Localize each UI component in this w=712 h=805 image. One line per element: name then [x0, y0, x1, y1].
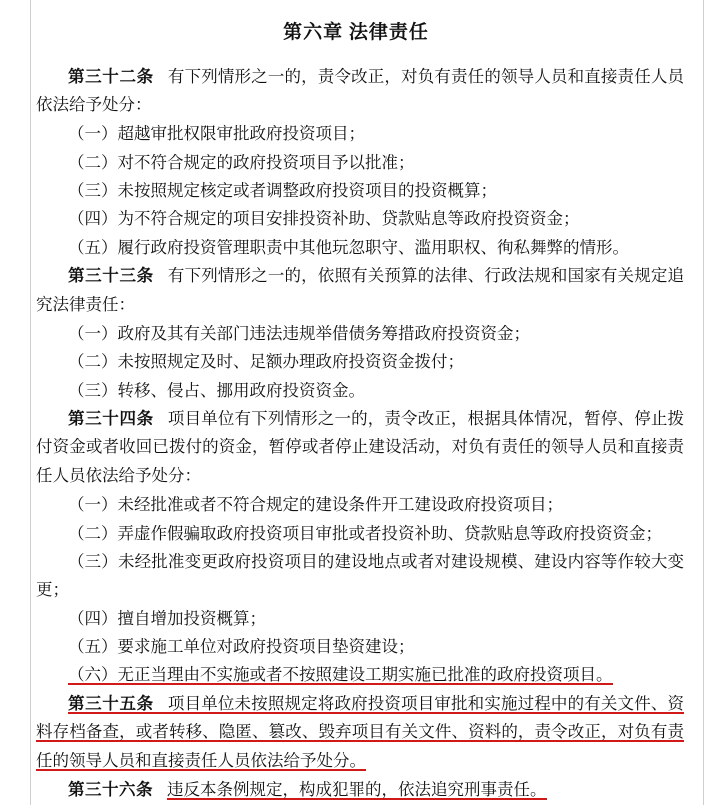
article-paragraph	[22, 63, 690, 120]
article-number: 第三十六条	[68, 779, 153, 799]
list-item: （四）为不符合规定的项目安排投资补助、贷款贴息等政府投资资金；	[68, 209, 580, 229]
article-paragraph-highlighted	[22, 690, 690, 775]
list-item: （一）未经批准或者不符合规定的建设条件开工建设政府投资项目；	[68, 495, 563, 515]
article-text: 有下列情形之一的，依照有关预算的法律、行政法规和国家有关规定追究法律责任：	[36, 266, 685, 314]
list-item: （三）转移、侵占、挪用政府投资资金。	[68, 380, 365, 400]
page-right-rule	[703, 0, 704, 805]
list-item: （四）擅自增加投资概算；	[68, 608, 266, 628]
list-item: （二）弄虚作假骗取政府投资项目审批或者投资补助、贷款贴息等政府投资资金；	[68, 523, 662, 543]
red-underline-text	[36, 694, 684, 772]
red-underline-text: 违反本条例规定，构成犯罪的，依法追究刑事责任。	[167, 779, 547, 799]
list-item: （一）超越审批权限审批政府投资项目；	[68, 124, 365, 144]
list-item: （五）履行政府投资管理职责中其他玩忽职守、滥用职权、徇私舞弊的情形。	[68, 237, 629, 257]
list-item-highlighted	[22, 661, 690, 689]
chapter-title: 第六章 法律责任	[283, 22, 429, 43]
list-item: （五）要求施工单位对政府投资项目垫资建设；	[68, 637, 415, 657]
article-text: 项目单位有下列情形之一的，责令改正，根据具体情况，暂停、停止拨付资金或者收回已拨付的资金，暂停或者停止建设活动，对负有责任的领导人员和直接责任人员依法给予处分：	[36, 409, 685, 485]
list-item: （二）未按照规定及时、足额办理政府投资资金拨付；	[68, 352, 464, 372]
article-number: 第三十二条	[68, 66, 154, 86]
article-text: 项目单位未按照规定将政府投资项目审批和实施过程中的有关文件、资料存档备查，或者转移、隐匿、篡改、毁弃项目有关文件、资料的，责令改正，对负有责任的领导人员和直接责任人员依法给予处分。	[36, 693, 685, 770]
list-item: （一）政府及其有关部门违法违规举借债务筹措政府投资资金；	[68, 323, 530, 343]
list-item: （三）未按照规定核定或者调整政府投资项目的投资概算；	[68, 181, 497, 201]
article-number: 第三十三条	[68, 266, 154, 286]
list-item: （三）未经批准变更政府投资项目的建设地点或者对建设规模、建设内容等作较大变更；	[36, 551, 684, 600]
list-item: （二）对不符合规定的政府投资项目予以批准；	[68, 152, 415, 172]
page-left-rule	[30, 0, 31, 805]
article-paragraph-highlighted	[22, 776, 690, 804]
article-paragraph	[22, 405, 690, 490]
article-number: 第三十四条	[68, 409, 154, 429]
article-number: 第三十五条	[68, 693, 154, 713]
article-text: 有下列情形之一的，责令改正，对负有责任的领导人员和直接责任人员依法给予处分：	[36, 66, 685, 114]
red-underline-text: （六）无正当理由不实施或者不按照建设工期实施已批准的政府投资项目。	[68, 665, 613, 685]
article-paragraph	[22, 262, 690, 319]
